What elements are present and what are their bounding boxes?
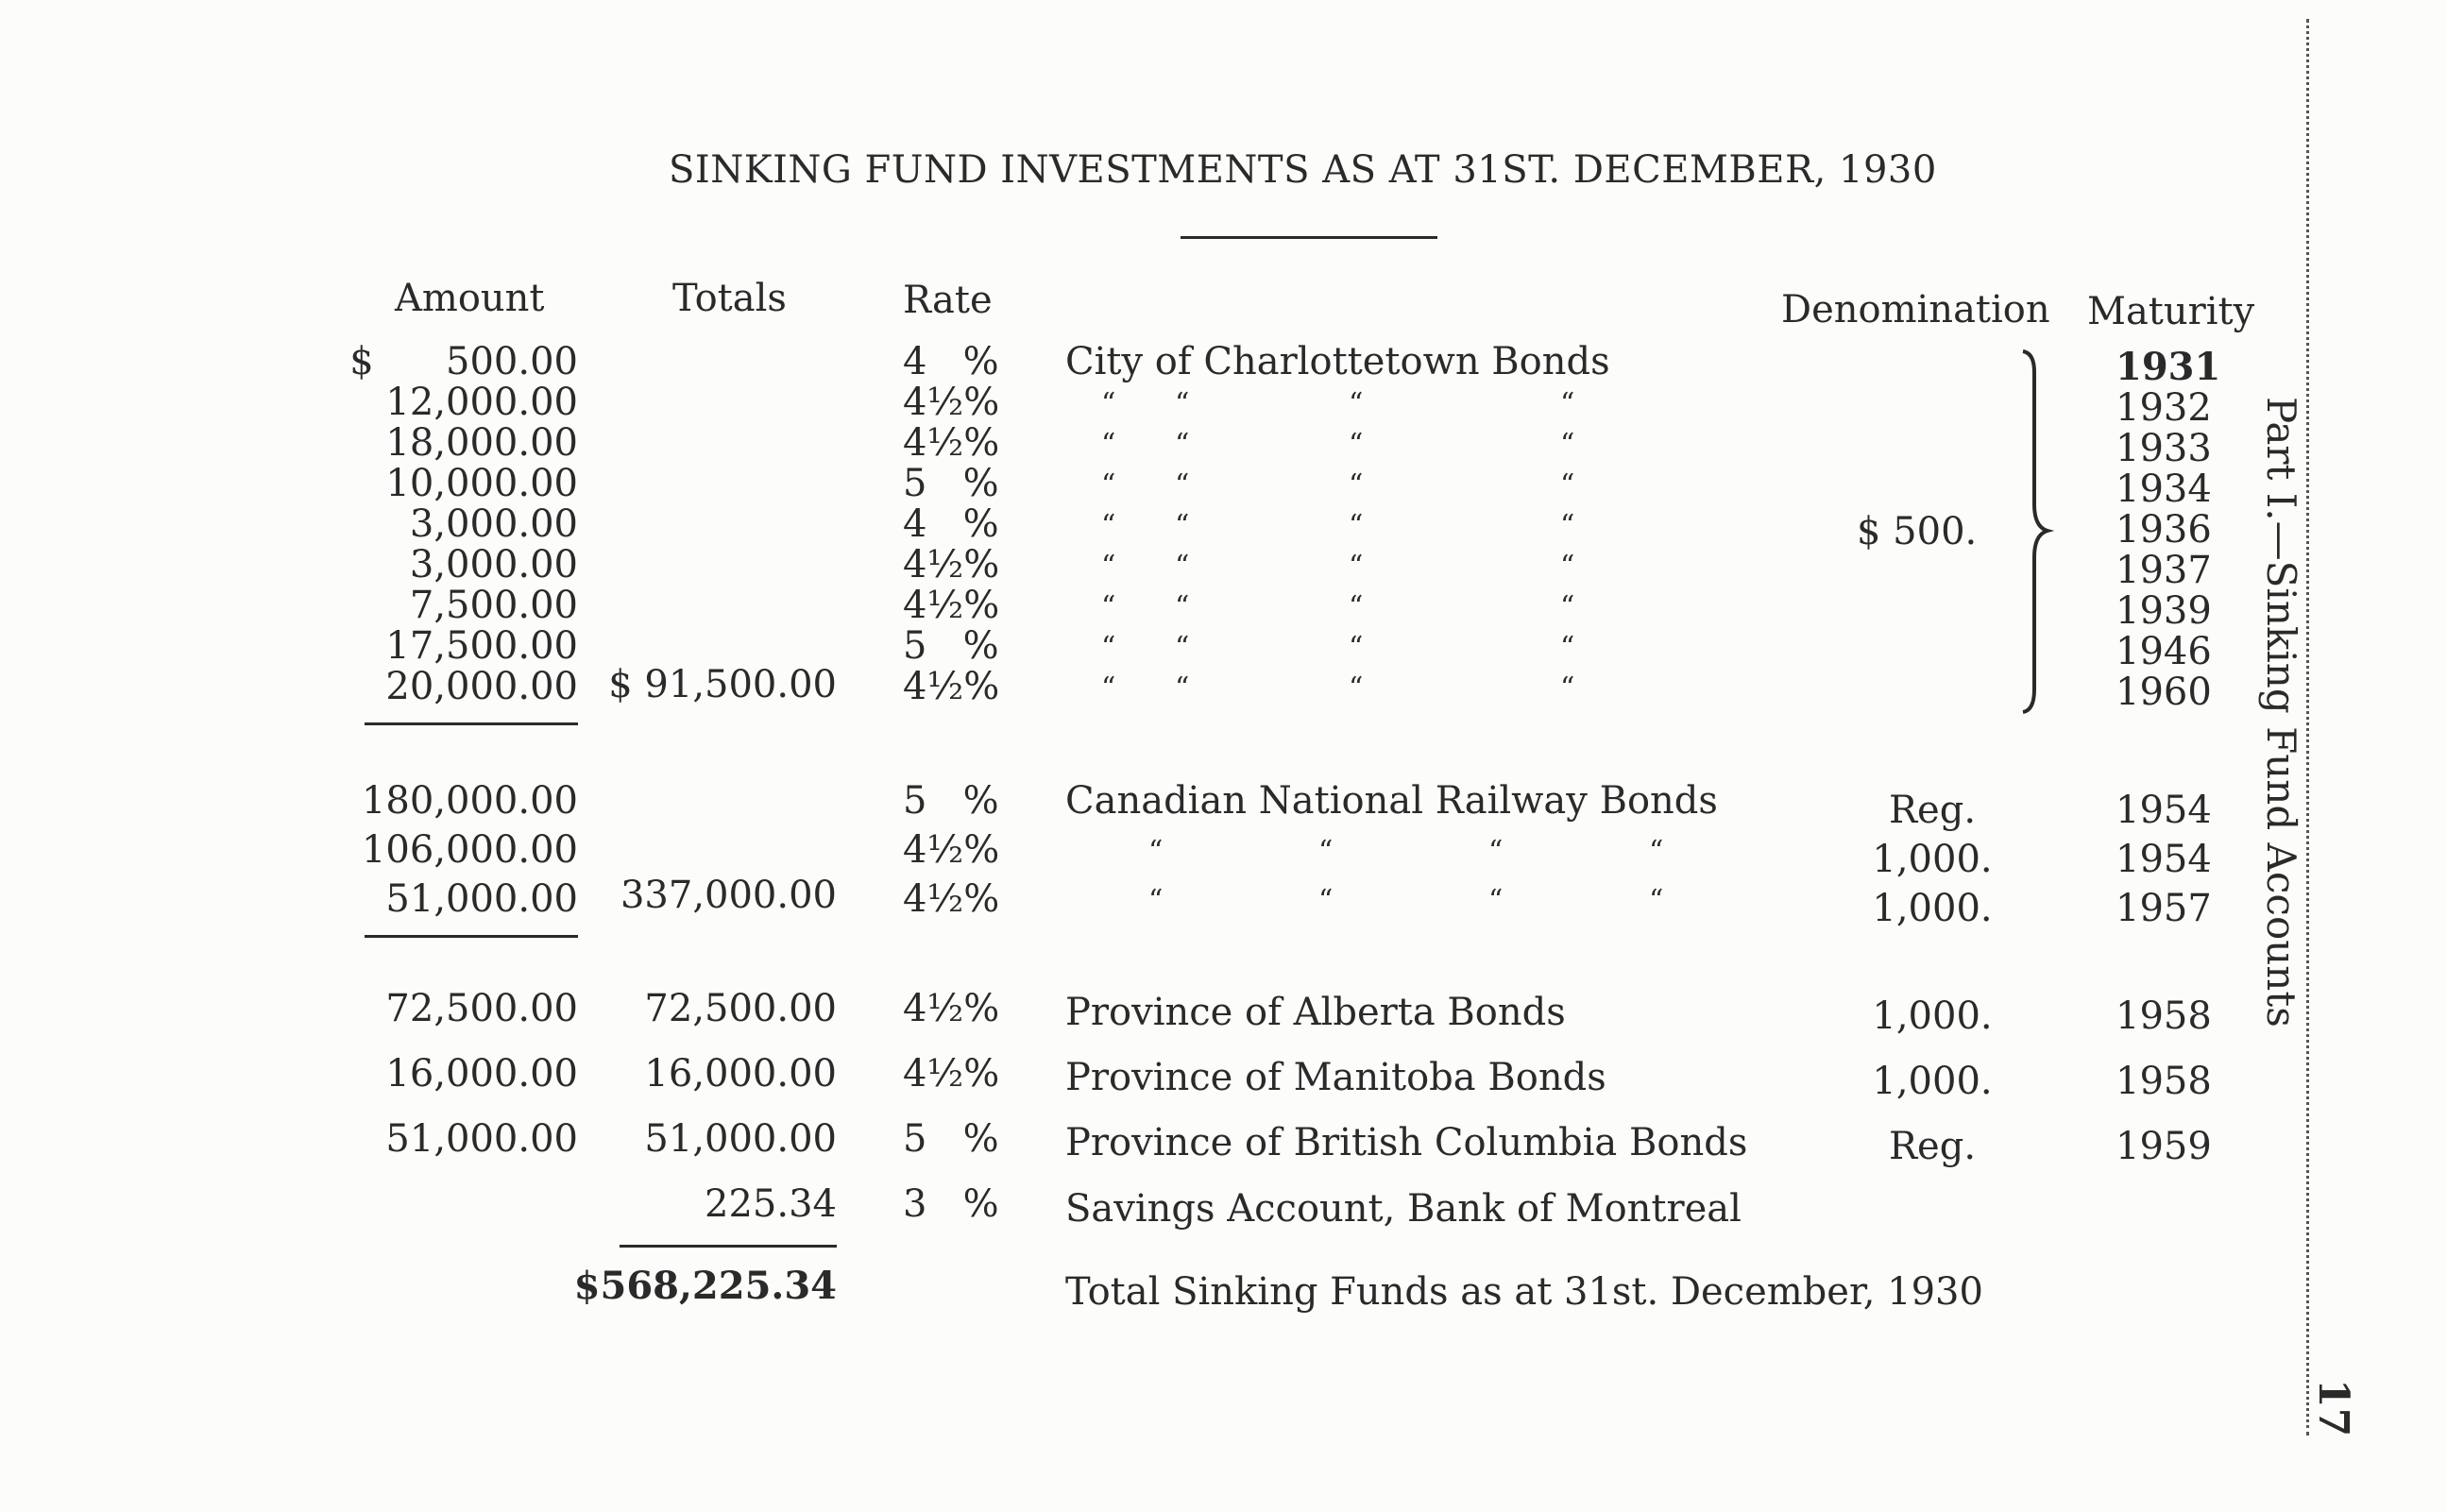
ditto-mark: “ — [1349, 428, 1364, 461]
rate-cell: 4 % — [903, 340, 999, 383]
ditto-mark: “ — [1649, 835, 1664, 868]
cnr-subtotal-rule — [365, 935, 578, 938]
ditto-mark: “ — [1175, 509, 1190, 542]
denomination-cell: 1,000. — [1872, 1060, 1993, 1103]
cnr-description: Canadian National Railway Bonds — [1065, 779, 1718, 823]
ditto-mark: “ — [1349, 509, 1364, 542]
description-cell: Province of British Columbia Bonds — [1065, 1121, 1748, 1164]
header-amount: Amount — [395, 277, 545, 320]
header-totals: Totals — [672, 277, 787, 320]
maturity-cell: 1960 — [2116, 671, 2212, 714]
side-heading: Part I.—Sinking Fund Accounts — [2258, 397, 2304, 1028]
ditto-mark: “ — [1175, 468, 1190, 501]
ditto-mark: “ — [1649, 884, 1664, 917]
maturity-cell: 1939 — [2116, 589, 2212, 633]
ditto-mark: “ — [1318, 835, 1334, 868]
amount-cell: 20,000.00 — [385, 665, 578, 708]
savings-total: 225.34 — [705, 1182, 837, 1226]
maturity-cell: 1954 — [2116, 789, 2212, 832]
ditto-mark: “ — [1148, 835, 1164, 868]
total-cell: 51,000.00 — [644, 1117, 837, 1161]
ditto-mark: “ — [1349, 387, 1364, 420]
rate-cell: 5 % — [903, 779, 999, 823]
ditto-mark: “ — [1560, 509, 1575, 542]
denomination-cell: Reg. — [1888, 1125, 1977, 1168]
rate-cell: 4½% — [903, 987, 1000, 1030]
maturity-cell: 1931 — [2116, 345, 2221, 389]
ditto-mark: “ — [1101, 468, 1116, 501]
rate-cell: 4½% — [903, 877, 1000, 921]
rate-cell: 4½% — [903, 421, 1000, 465]
ditto-mark: “ — [1175, 387, 1190, 420]
savings-description: Savings Account, Bank of Montreal — [1065, 1187, 1742, 1231]
ditto-mark: “ — [1488, 884, 1504, 917]
charlottetown-description: City of Charlottetown Bonds — [1065, 340, 1610, 383]
header-maturity: Maturity — [2087, 290, 2255, 333]
header-denomination: Denomination — [1781, 288, 2050, 331]
maturity-cell: 1936 — [2116, 508, 2212, 552]
denomination-cell: 1,000. — [1872, 838, 1993, 881]
amount-cell: 16,000.00 — [385, 1052, 578, 1096]
ditto-mark: “ — [1175, 671, 1190, 705]
total-cell: 16,000.00 — [644, 1052, 837, 1096]
rate-cell: 4½% — [903, 381, 1000, 424]
ditto-mark: “ — [1101, 428, 1116, 461]
title-underline — [1181, 236, 1437, 239]
ditto-mark: “ — [1560, 550, 1575, 583]
ditto-mark: “ — [1560, 671, 1575, 705]
denomination-cell: 1,000. — [1872, 887, 1993, 930]
description-cell: Province of Alberta Bonds — [1065, 991, 1566, 1034]
rate-cell: 4½% — [903, 543, 1000, 586]
page-number: 17 — [2309, 1379, 2357, 1437]
rate-cell: 4½% — [903, 584, 1000, 627]
page-title: SINKING FUND INVESTMENTS AS AT 31ST. DECEMBER, 1930 — [669, 148, 1937, 192]
cnr-total: 337,000.00 — [620, 874, 837, 917]
rate-cell: 5 % — [903, 1117, 999, 1161]
ditto-mark: “ — [1349, 671, 1364, 705]
ditto-mark: “ — [1101, 631, 1116, 664]
amount-cell: 51,000.00 — [385, 877, 578, 921]
ditto-mark: “ — [1560, 631, 1575, 664]
grand-total: $568,225.34 — [573, 1264, 837, 1308]
rate-cell: 4½% — [903, 828, 1000, 872]
maturity-cell: 1958 — [2116, 1060, 2212, 1103]
ditto-mark: “ — [1560, 428, 1575, 461]
description-cell: Province of Manitoba Bonds — [1065, 1056, 1606, 1099]
amount-cell: 51,000.00 — [385, 1117, 578, 1161]
maturity-cell: 1954 — [2116, 838, 2212, 881]
header-rate: Rate — [903, 279, 993, 322]
ditto-mark: “ — [1175, 631, 1190, 664]
ditto-mark: “ — [1101, 550, 1116, 583]
denomination-cell: 1,000. — [1872, 994, 1993, 1038]
maturity-cell: 1933 — [2116, 427, 2212, 470]
ditto-mark: “ — [1175, 590, 1190, 623]
grand-total-rule — [620, 1245, 837, 1248]
ditto-mark: “ — [1101, 387, 1116, 420]
maturity-cell: 1957 — [2116, 887, 2212, 930]
amount-cell: 12,000.00 — [385, 381, 578, 424]
ditto-mark: “ — [1349, 590, 1364, 623]
ditto-mark: “ — [1560, 387, 1575, 420]
maturity-cell: 1934 — [2116, 467, 2212, 511]
ditto-mark: “ — [1101, 509, 1116, 542]
ditto-mark: “ — [1349, 468, 1364, 501]
ditto-mark: “ — [1560, 590, 1575, 623]
rate-cell: 5 % — [903, 462, 999, 505]
ditto-mark: “ — [1488, 835, 1504, 868]
denomination-brace — [2002, 348, 2059, 718]
charlottetown-subtotal-rule — [365, 722, 578, 725]
ditto-mark: “ — [1318, 884, 1334, 917]
maturity-cell: 1932 — [2116, 386, 2212, 430]
amount-cell: 17,500.00 — [385, 624, 578, 668]
ditto-mark: “ — [1175, 428, 1190, 461]
amount-cell: 180,000.00 — [361, 779, 578, 823]
ditto-mark: “ — [1349, 631, 1364, 664]
rate-cell: 5 % — [903, 624, 999, 668]
charlottetown-total: $ 91,500.00 — [608, 663, 837, 706]
ditto-mark: “ — [1560, 468, 1575, 501]
savings-rate: 3 % — [903, 1182, 999, 1226]
charlottetown-denomination: $ 500. — [1857, 510, 1978, 553]
maturity-cell: 1959 — [2116, 1125, 2212, 1168]
total-cell: 72,500.00 — [644, 987, 837, 1030]
amount-cell: 18,000.00 — [385, 421, 578, 465]
amount-cell: 72,500.00 — [385, 987, 578, 1030]
ditto-mark: “ — [1349, 550, 1364, 583]
maturity-cell: 1946 — [2116, 630, 2212, 673]
maturity-cell: 1958 — [2116, 994, 2212, 1038]
amount-cell: $ 500.00 — [349, 340, 578, 383]
amount-cell: 3,000.00 — [409, 543, 578, 586]
amount-cell: 106,000.00 — [361, 828, 578, 872]
rate-cell: 4 % — [903, 502, 999, 546]
amount-cell: 10,000.00 — [385, 462, 578, 505]
amount-cell: 3,000.00 — [409, 502, 578, 546]
denomination-cell: Reg. — [1888, 789, 1977, 832]
rate-cell: 4½% — [903, 665, 1000, 708]
ditto-mark: “ — [1101, 590, 1116, 623]
rate-cell: 4½% — [903, 1052, 1000, 1096]
ditto-mark: “ — [1148, 884, 1164, 917]
maturity-cell: 1937 — [2116, 549, 2212, 592]
amount-cell: 7,500.00 — [409, 584, 578, 627]
ditto-mark: “ — [1175, 550, 1190, 583]
grand-total-description: Total Sinking Funds as at 31st. December, 1930 — [1065, 1270, 1983, 1314]
ditto-mark: “ — [1101, 671, 1116, 705]
